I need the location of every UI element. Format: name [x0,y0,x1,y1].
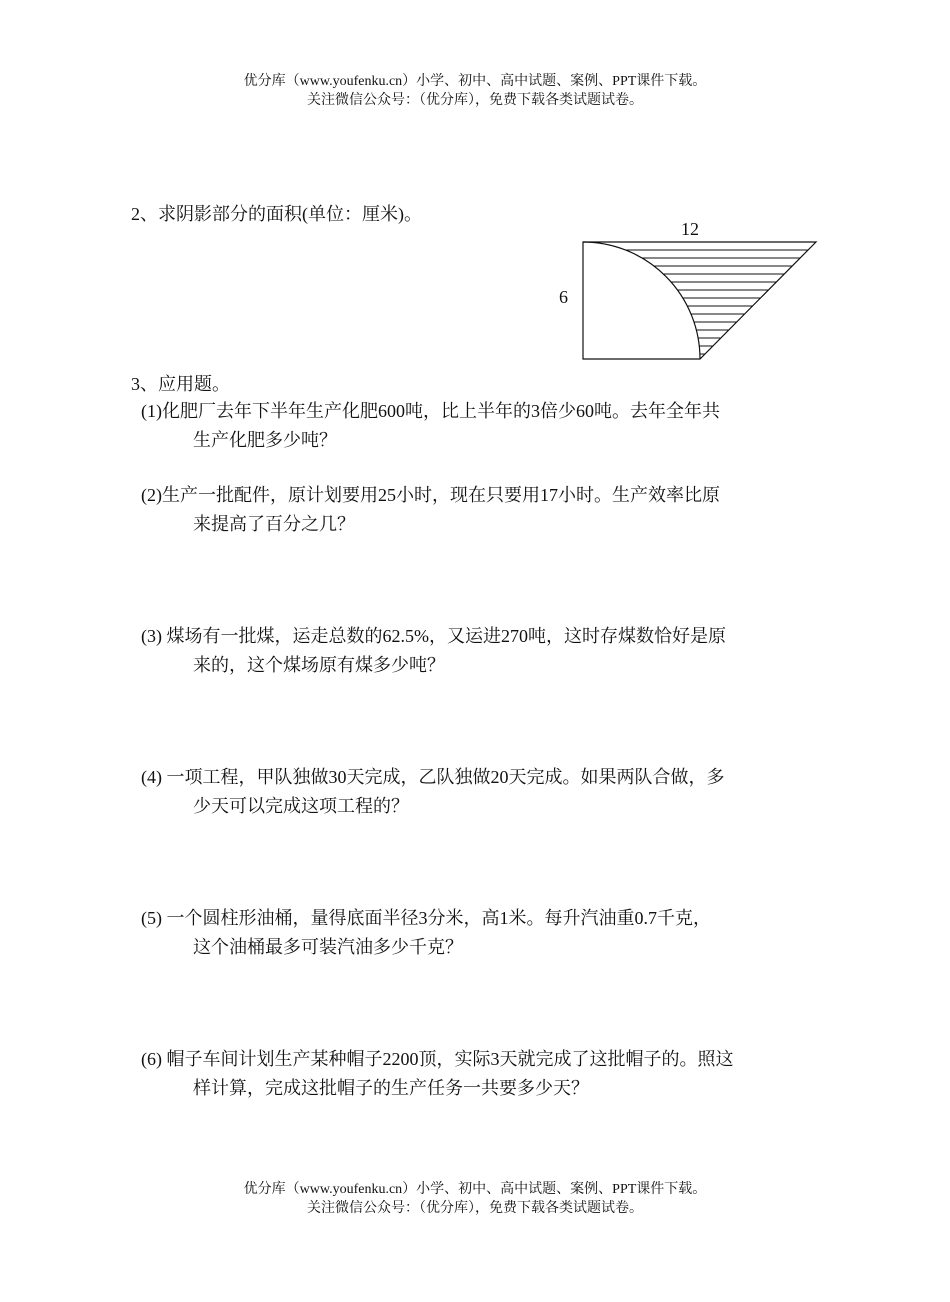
header-line-1: 优分库（www.youfenku.cn）小学、初中、高中试题、案例、PPT课件下载。 [243,74,707,89]
section-3-title: 3、应用题。 [131,374,230,394]
problem-4-line-1: (4) 一项工程，甲队独做30天完成，乙队独做20天完成。如果两队合做，多 [141,767,725,787]
problem-5-line-2: 这个油桶最多可装汽油多少千克？ [193,937,463,957]
quarter-circle-arc [583,242,700,359]
problem-1-line-2: 生产化肥多少吨？ [193,430,337,450]
label-left-6: 6 [559,287,568,307]
footer-line-2: 关注微信公众号：（优分库），免费下载各类试题试卷。 [307,1201,643,1216]
page-footer [0,1180,950,1218]
problem-1-line-1: (1)化肥厂去年下半年生产化肥600吨，比上半年的3倍少60吨。去年全年共 [141,401,720,421]
footer-line-1: 优分库（www.youfenku.cn）小学、初中、高中试题、案例、PPT课件下载。 [243,1182,707,1197]
section-2-title: 2、求阴影部分的面积(单位：厘米)。 [131,204,422,224]
problem-2-line-2: 来提高了百分之几？ [193,514,355,534]
shaded-area-figure [550,215,830,365]
hatch-shading [580,242,820,354]
header-line-2: 关注微信公众号：（优分库），免费下载各类试题试卷。 [307,93,643,108]
figure-outline [583,242,816,359]
label-top-12: 12 [681,219,699,239]
problem-6-line-1: (6) 帽子车间计划生产某种帽子2200顶，实际3天就完成了这批帽子的。照这 [141,1049,734,1069]
problem-4-line-2: 少天可以完成这项工程的？ [193,796,409,816]
problem-2-line-1: (2)生产一批配件，原计划要用25小时，现在只要用17小时。生产效率比原 [141,485,720,505]
problem-6-line-2: 样计算，完成这批帽子的生产任务一共要多少天？ [193,1078,589,1098]
problem-5-line-1: (5) 一个圆柱形油桶，量得底面半径3分米，高1米。每升汽油重0.7千克， [141,908,711,928]
problem-3-line-2: 来的，这个煤场原有煤多少吨？ [193,655,445,675]
page-header [0,72,950,110]
problem-3-line-1: (3) 煤场有一批煤，运走总数的62.5%，又运进270吨，这时存煤数恰好是原 [141,626,726,646]
